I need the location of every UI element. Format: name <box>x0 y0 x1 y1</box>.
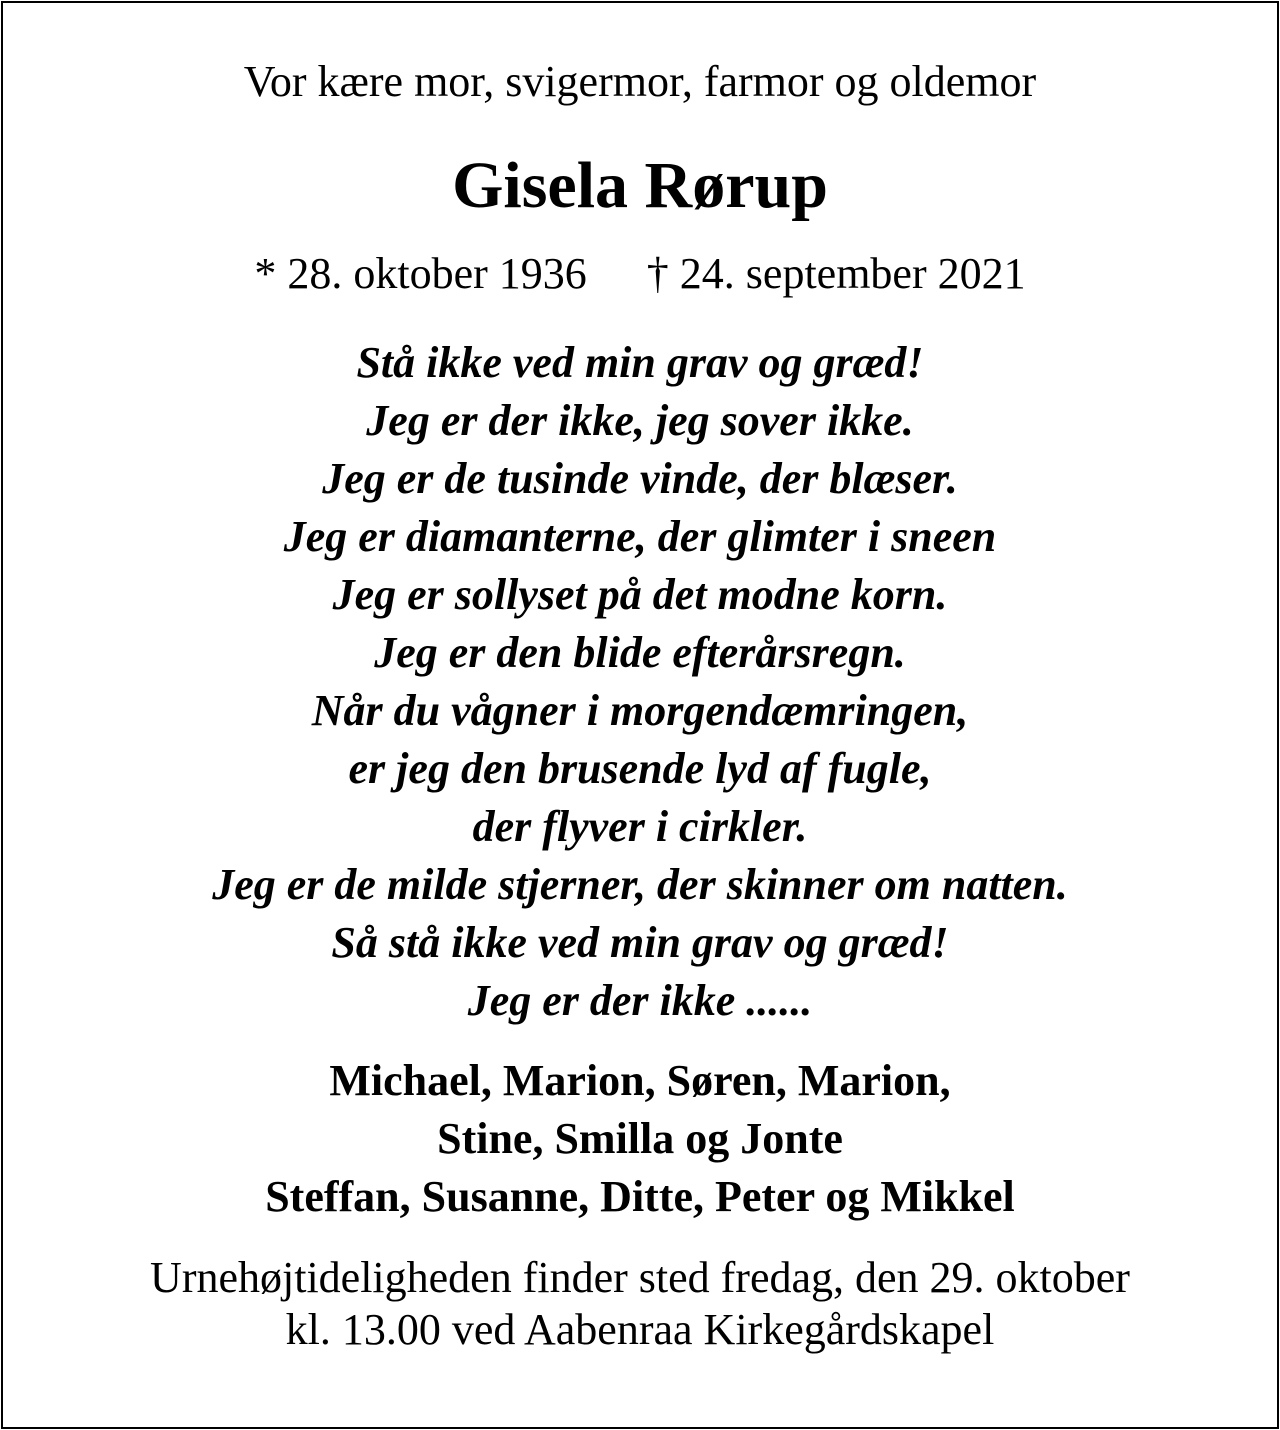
poem-line: Jeg er de milde stjerner, der skinner om natten. <box>212 860 1068 909</box>
birth-date: * 28. oktober 1936 <box>254 249 587 298</box>
ceremony-line: Urnehøjtideligheden finder sted fredag, den 29. oktober <box>150 1253 1130 1302</box>
deceased-name: Gisela Rørup <box>452 149 828 222</box>
poem <box>0 334 1280 1030</box>
poem-line: Når du vågner i morgendæmringen, <box>311 686 969 735</box>
family-line: Stine, Smilla og Jonte <box>437 1114 843 1163</box>
poem-line: Jeg er diamanterne, der glimter i sneen <box>283 512 997 561</box>
poem-line: der flyver i cirkler. <box>472 802 808 851</box>
family-names <box>0 1052 1280 1226</box>
poem-line: Jeg er sollyset på det modne korn. <box>332 570 948 619</box>
family-line: Steffan, Susanne, Ditte, Peter og Mikkel <box>265 1172 1015 1221</box>
family-line: Michael, Marion, Søren, Marion, <box>329 1056 951 1105</box>
death-date: † 24. september 2021 <box>646 249 1026 298</box>
ceremony-info <box>0 1252 1280 1356</box>
poem-line: Stå ikke ved min grav og græd! <box>356 338 924 387</box>
poem-line: er jeg den brusende lyd af fugle, <box>348 744 932 793</box>
life-dates <box>0 248 1280 299</box>
intro-text: Vor kære mor, svigermor, farmor og oldemor <box>243 57 1037 106</box>
poem-line: Jeg er der ikke, jeg sover ikke. <box>366 396 914 445</box>
ceremony-line: kl. 13.00 ved Aabenraa Kirkegårdskapel <box>285 1305 995 1354</box>
poem-line: Jeg er der ikke ...... <box>467 976 813 1025</box>
poem-line: Jeg er de tusinde vinde, der blæser. <box>322 454 958 503</box>
poem-line: Jeg er den blide efterårsregn. <box>374 628 906 677</box>
poem-line: Så stå ikke ved min grav og græd! <box>331 918 949 967</box>
